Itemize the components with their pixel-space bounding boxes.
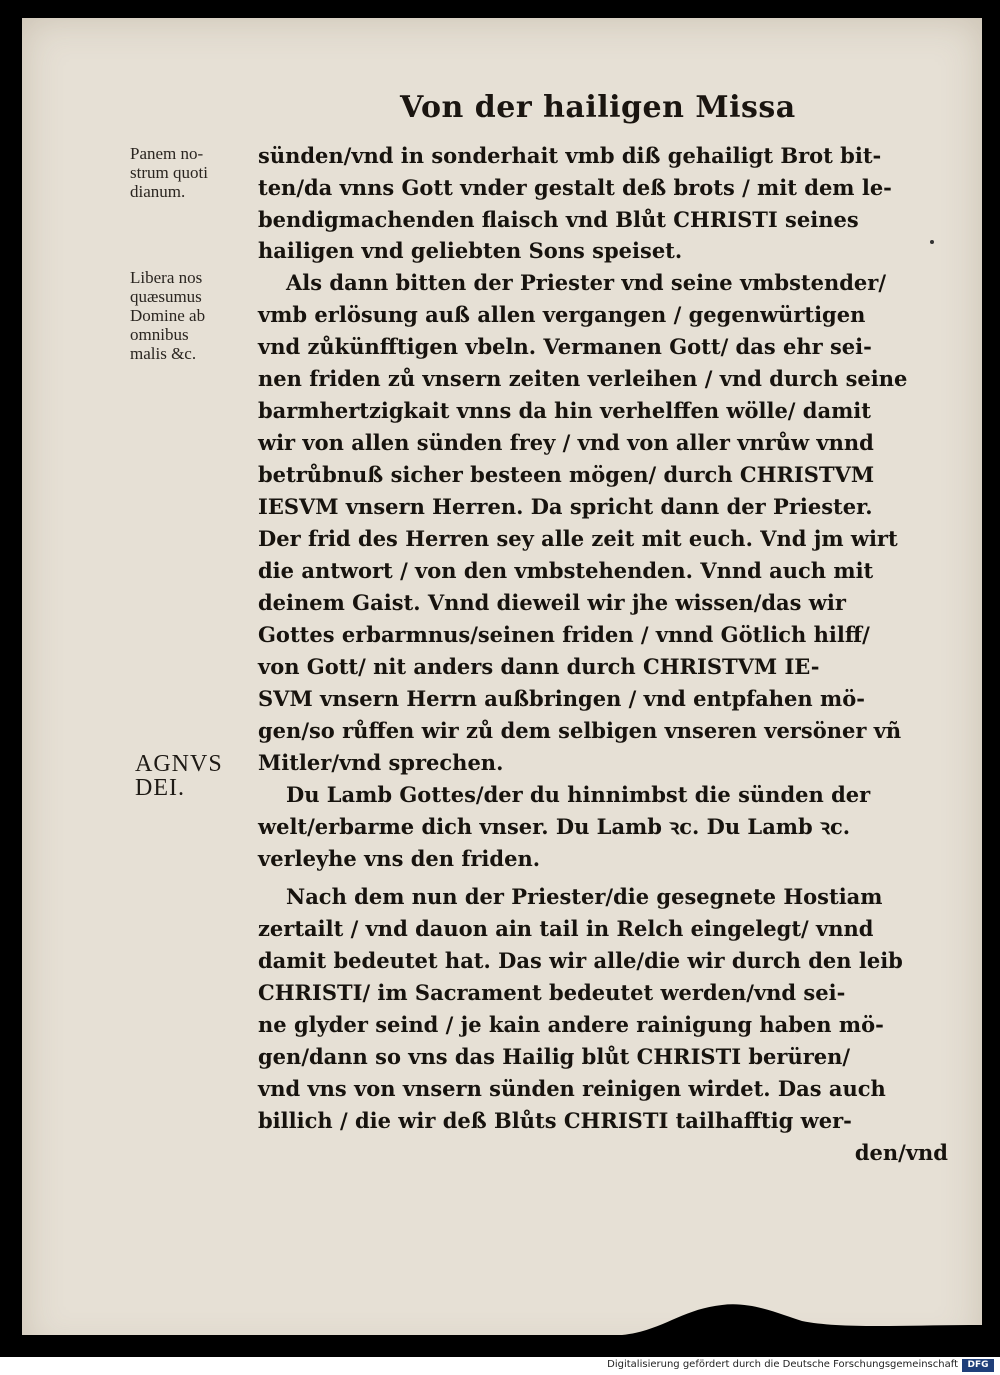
text-line: Gottes erbarmnus/seinen friden / vnnd Götlich hilff/: [258, 622, 870, 647]
text-line: billich / die wir deß Blůts CHRISTI tailhafftig wer-: [258, 1108, 852, 1133]
agnus-dei-heading: [135, 752, 223, 800]
dfg-logo: DFG: [962, 1359, 994, 1372]
text-line: IESVM vnsern Herren. Da spricht dann der Priester.: [258, 494, 873, 519]
text-line: ne glyder seind / je kain andere rainigung haben mö-: [258, 1012, 884, 1037]
text-line: von Gott/ nit anders dann durch CHRISTVM IE-: [258, 654, 820, 679]
margin-note-line: strum quoti: [130, 163, 208, 182]
text-line: SVM vnsern Herrn außbringen / vnd entpfahen mö-: [258, 686, 865, 711]
agnus-dei-line: DEI.: [135, 775, 185, 801]
margin-note-line: dianum.: [130, 182, 186, 201]
margin-note-line: Libera nos: [130, 268, 203, 287]
text-line: sünden/vnd in sonderhait vmb diß gehailigt Brot bit-: [258, 143, 882, 168]
agnus-dei-line: AGNVS: [135, 751, 223, 777]
margin-note-line: quæsumus: [130, 287, 202, 306]
funding-credit: Digitalisierung gefördert durch die Deutsche Forschungsgemeinschaft: [607, 1359, 958, 1370]
text-line: betrůbnuß sicher besteen mögen/ durch CHRISTVM: [258, 462, 875, 487]
text-line: welt/erbarme dich vnser. Du Lamb ꝛc. Du Lamb ꝛc.: [258, 814, 851, 839]
text-line: deinem Gaist. Vnnd dieweil wir jhe wissen/das wir: [258, 590, 846, 615]
text-line: vmb erlösung auß allen vergangen / gegenwürtigen: [258, 302, 866, 327]
text-line: zertailt / vnd dauon ain tail in Relch eingelegt/ vnnd: [258, 916, 874, 941]
footer-bar: [0, 1357, 1000, 1375]
text-line: Nach dem nun der Priester/die gesegnete Hostiam: [286, 884, 883, 909]
margin-note-line: omnibus: [130, 325, 189, 344]
ink-speck: [930, 240, 934, 244]
text-line: bendigmachenden flaisch vnd Blůt CHRISTI seines: [258, 207, 859, 232]
text-line: vnd vns von vnsern sünden reinigen wirdet. Das auch: [258, 1076, 886, 1101]
text-line: hailigen vnd geliebten Sons speiset.: [258, 238, 683, 263]
text-line: gen/so růffen wir zů dem selbigen vnseren versöner vñ: [258, 718, 902, 743]
text-line: wir von allen sünden frey / vnd von aller vnrůw vnnd: [258, 430, 874, 455]
text-line: Der frid des Herren sey alle zeit mit euch. Vnd jm wirt: [258, 526, 898, 551]
text-line: CHRISTI/ im Sacrament bedeutet werden/vnd sei-: [258, 980, 846, 1005]
text-line: barmhertzigkait vnns da hin verhelffen wölle/ damit: [258, 398, 871, 423]
margin-note-panem: [130, 144, 208, 201]
text-line: damit bedeutet hat. Das wir alle/die wir durch den leib: [258, 948, 903, 973]
torn-page-edge: [22, 1295, 982, 1355]
text-line: verleyhe vns den friden.: [258, 846, 541, 871]
margin-note-line: Domine ab: [130, 306, 206, 325]
text-line: den/vnd: [854, 1140, 948, 1165]
text-line: gen/dann so vns das Hailig blůt CHRISTI berüren/: [258, 1044, 851, 1069]
text-line: Als dann bitten der Priester vnd seine vmbstender/: [286, 270, 887, 295]
running-header: Von der hailigen Missa: [400, 90, 796, 125]
margin-note-libera: [130, 268, 205, 363]
text-line: die antwort / von den vmbstehenden. Vnnd auch mit: [258, 558, 874, 583]
margin-note-line: malis &c.: [130, 344, 197, 363]
text-line: vnd zůkünfftigen vbeln. Vermanen Gott/ das ehr sei-: [258, 334, 872, 359]
text-line: Mitler/vnd sprechen.: [258, 750, 504, 775]
text-line: Du Lamb Gottes/der du hinnimbst die sünden der: [286, 782, 871, 807]
text-line: nen friden zů vnsern zeiten verleihen / vnd durch seine: [258, 366, 908, 391]
margin-note-line: Panem no-: [130, 144, 204, 163]
text-line: ten/da vnns Gott vnder gestalt deß brots / mit dem le-: [258, 175, 892, 200]
